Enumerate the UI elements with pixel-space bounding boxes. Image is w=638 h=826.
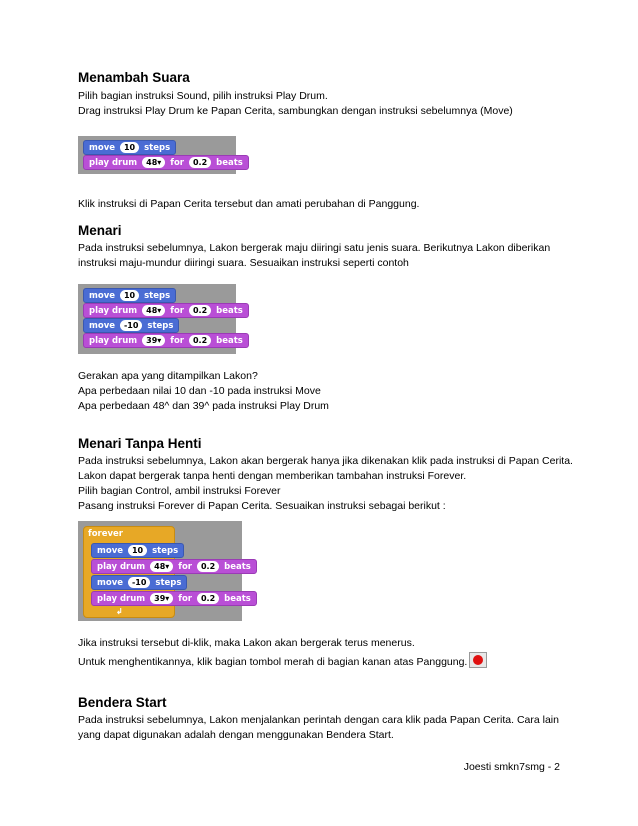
paragraph [78,369,562,414]
text-line: Apa perbedaan 48^ dan 39^ pada instruksi Play Drum [78,400,329,412]
heading-menari: Menari [78,223,122,238]
scratch-panel-2 [78,284,243,354]
text-line: Apa perbedaan nilai 10 dan -10 pada instruksi Move [78,385,321,397]
move-block: move -10 steps [91,575,187,590]
page-footer: Joesti smkn7smg - 2 [463,761,560,773]
text-line: Drag instruksi Play Drum ke Papan Cerita, sambungkan dengan instruksi sebelumnya (Move) [78,105,513,117]
loop-arrow-icon: ↲ [116,607,123,616]
move-block: move -10 steps [83,318,179,333]
text-line: Pilih bagian instruksi Sound, pilih instruksi Play Drum. [78,90,328,102]
text-line: Pada instruksi sebelumnya, Lakon menjalankan perintah dengan cara klik pada Papan Cerita. Cara lain [78,714,559,726]
paragraph [78,655,562,670]
text-line: Pada instruksi sebelumnya, Lakon bergerak maju diiringi satu jenis suara. Berikutnya Lakon diberikan [78,242,551,254]
scratch-panel-1 [78,136,243,174]
text-line: Lakon dapat bergerak tanpa henti dengan memberikan tambahan instruksi Forever. [78,470,467,482]
paragraph [78,636,562,651]
heading-menambah-suara: Menambah Suara [78,70,190,85]
text-line: Jika instruksi tersebut di-klik, maka Lakon akan bergerak terus menerus. [78,637,415,649]
text-line: yang dapat digunakan adalah dengan menggunakan Bendera Start. [78,729,394,741]
heading-menari-tanpa-henti: Menari Tanpa Henti [78,436,202,451]
paragraph [78,713,562,743]
text-line: Klik instruksi di Papan Cerita tersebut dan amati perubahan di Panggung. [78,198,420,210]
play-drum-block: play drum 48▾ for 0.2 beats [83,155,249,170]
paragraph [78,454,573,514]
text-line: instruksi maju-mundur diiringi suara. Sesuaikan instruksi seperti contoh [78,257,409,269]
text-line: Pilih bagian Control, ambil instruksi Forever [78,485,281,497]
play-drum-block: play drum 39▾ for 0.2 beats [83,333,249,348]
move-block: move 10 steps [83,140,176,155]
play-drum-block: play drum 48▾ for 0.2 beats [83,303,249,318]
paragraph [78,241,562,271]
scratch-panel-3 [78,521,251,621]
text-line: Pasang instruksi Forever di Papan Cerita. Sesuaikan instruksi sebagai berikut : [78,500,446,512]
stop-button-icon [469,652,487,668]
paragraph [78,197,562,212]
text-line: Gerakan apa yang ditampilkan Lakon? [78,370,258,382]
play-drum-block: play drum 48▾ for 0.2 beats [91,559,257,574]
play-drum-block: play drum 39▾ for 0.2 beats [91,591,257,606]
heading-bendera-start: Bendera Start [78,695,167,710]
forever-label: forever [88,529,123,539]
text-line: Pada instruksi sebelumnya, Lakon akan bergerak hanya jika dikenakan klik pada instruksi di Papan Cerita. [78,455,573,467]
move-block: move 10 steps [91,543,184,558]
text-line: Untuk menghentikannya, klik bagian tombol merah di bagian kanan atas Panggung. [78,656,468,668]
paragraph [78,89,562,119]
move-block: move 10 steps [83,288,176,303]
